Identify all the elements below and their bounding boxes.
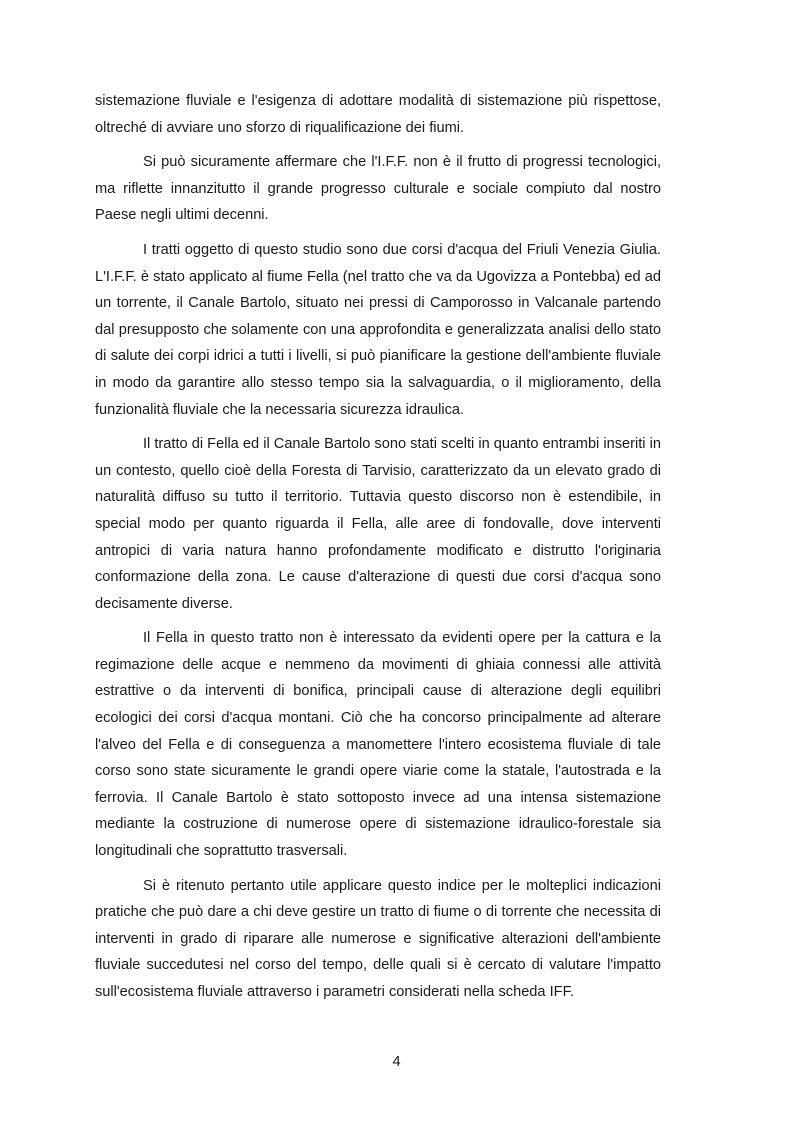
paragraph-iff-progress: Si può sicuramente affermare che l'I.F.F. non è il frutto di progressi tecnologici, ma riflette innanzitutto il grande progresso culturale e sociale compiuto dal nostro Paese negli ultimi decenni. (95, 154, 661, 224)
paragraph-conclusion: Si è ritenuto pertanto utile applicare questo indice per le molteplici indicazioni pratiche che può dare a chi deve gestire un tratto di fiume o di torrente che necessita di interventi in grado di riparare alle numerose e significative alterazioni dell'ambiente fluviale succedutesi nel corso del tempo, delle quali si è cercato di valutare l'impatto sull'ecosistema fluviale attraverso i parametri considerati nella scheda IFF. (95, 877, 661, 1000)
document-body (95, 88, 661, 1014)
paragraph-context: Il tratto di Fella ed il Canale Bartolo sono stati scelti in quanto entrambi inseriti in un contesto, quello cioè della Foresta di Tarvisio, caratterizzato da un elevato grado di naturalità diffuso su tutto il territorio. Tuttavia questo discorso non è estendibile, in special modo per quanto riguarda il Fella, alle aree di fondovalle, dove interventi antropici di varia natura hanno profondamente modificato e distrutto l'originaria conformazione della zona. Le cause d'alterazione di questi due corsi d'acqua sono decisamente diverse. (95, 436, 661, 612)
paragraph-continuation: sistemazione fluviale e l'esigenza di adottare modalità di sistemazione più rispettose, oltreché di avviare uno sforzo di riqualificazione dei fiumi. (95, 93, 661, 136)
paragraph-alterations: Il Fella in questo tratto non è interessato da evidenti opere per la cattura e la regimazione delle acque e nemmeno da movimenti di ghiaia connessi alle attività estrattive o da interventi di bonifica, principali cause di alterazione degli equilibri ecologici dei corsi d'acqua montani. Ciò che ha concorso principalmente ad alterare l'alveo del Fella e di conseguenza a manomettere l'intero ecosistema fluviale di tale corso sono state sicuramente le grandi opere viarie come la statale, l'autostrada e la ferrovia. Il Canale Bartolo è stato sottoposto invece ad una intensa sistemazione mediante la costruzione di numerose opere di sistemazione idraulico-forestale sia longitudinali che soprattutto trasversali. (95, 630, 661, 860)
page-number: 4 (392, 1054, 401, 1070)
paragraph-study-sites: I tratti oggetto di questo studio sono due corsi d'acqua del Friuli Venezia Giulia. L'I.F.F. è stato applicato al fiume Fella (nel tratto che va da Ugovizza a Pontebba) ed ad un torrente, il Canale Bartolo, situato nei pressi di Camporosso in Valcanale partendo dal presupposto che solamente con una approfondita e generalizzata analisi dello stato di salute dei corpi idrici a tutti i livelli, si può pianificare la gestione dell'ambiente fluviale in modo da garantire allo stesso tempo sia la salvaguardia, o il miglioramento, della funzionalità fluviale che la necessaria sicurezza idraulica. (95, 241, 661, 418)
